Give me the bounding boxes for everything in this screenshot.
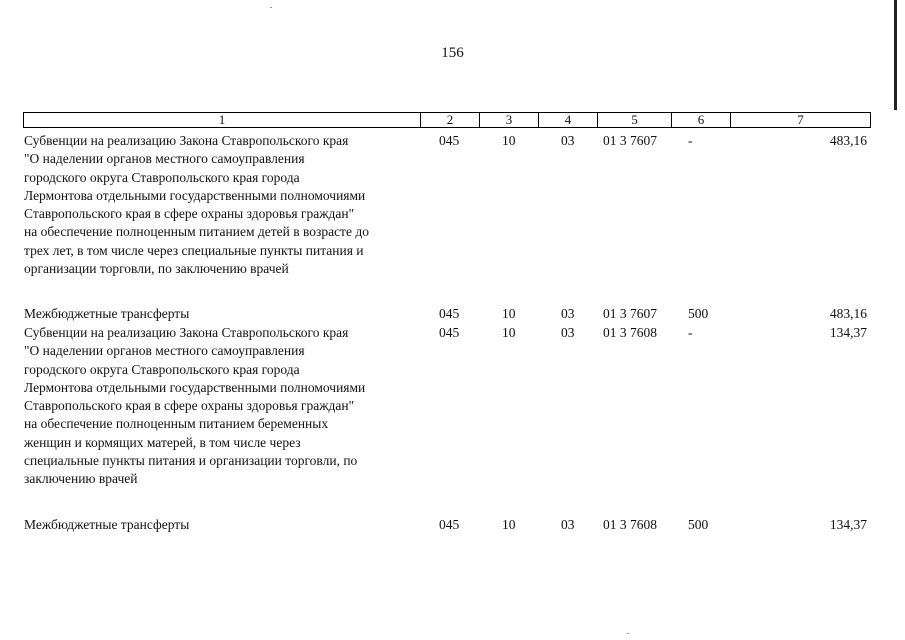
header-col-6: 6: [671, 113, 730, 127]
cell-col-2: 045: [439, 133, 460, 148]
cell-col-3: 10: [502, 517, 516, 532]
header-col-7: 7: [730, 113, 870, 127]
cell-col-6: 500: [688, 306, 709, 321]
cell-col-6: -: [688, 325, 693, 340]
cell-col-4: 03: [561, 325, 575, 340]
header-col-1: 1: [218, 112, 226, 127]
cell-col-7: 483,16: [829, 133, 867, 148]
cell-col-6: -: [688, 133, 693, 148]
cell-col-2: 045: [439, 517, 460, 532]
header-col-2: 2: [420, 113, 479, 127]
cell-col-4: 03: [561, 517, 575, 532]
row-description: Межбюджетные трансферты: [24, 306, 190, 321]
scan-speck: [627, 633, 629, 634]
row-description: Субвенции на реализацию Закона Ставропольского края "О наделении органов местного самоуправления городского округа Ставропольского края города Лермонтова отдельными государственными полномочиями Ставропольского края в сфере охраны здоровья граждан" на обеспечение полноценным питанием детей в возрасте до трех лет, в том числе через специальные пункты питания и организации торговли, по заключению врачей: [24, 133, 369, 277]
row-description: Межбюджетные трансферты: [24, 517, 190, 532]
cell-col-7: 134,37: [829, 517, 867, 532]
scan-speck: [270, 7, 272, 8]
page-number: 156: [441, 45, 464, 61]
cell-col-4: 03: [561, 133, 575, 148]
cell-col-2: 045: [439, 325, 460, 340]
header-col-4: 4: [538, 113, 597, 127]
header-col-5: 5: [597, 113, 671, 127]
cell-col-5: 01 3 7608: [603, 517, 657, 532]
cell-col-5: 01 3 7607: [603, 133, 657, 148]
cell-col-5: 01 3 7607: [603, 306, 657, 321]
cell-col-7: 134,37: [829, 325, 867, 340]
row-description: Субвенции на реализацию Закона Ставропольского края "О наделении органов местного самоуправления городского округа Ставропольского края города Лермонтова отдельными государственными полномочиями Ставропольского края в сфере охраны здоровья граждан" на обеспечение полноценным питанием беременных женщин и кормящих матерей, в том числе через специальные пункты питания и организации торговли, по заключению врачей: [24, 325, 366, 487]
cell-col-4: 03: [561, 306, 575, 321]
cell-col-3: 10: [502, 133, 516, 148]
cell-col-7: 483,16: [829, 306, 867, 321]
cell-col-3: 10: [502, 306, 516, 321]
cell-col-5: 01 3 7608: [603, 325, 657, 340]
cell-col-2: 045: [439, 306, 460, 321]
cell-col-3: 10: [502, 325, 516, 340]
table-header: [23, 112, 871, 128]
cell-col-6: 500: [688, 517, 709, 532]
header-col-3: 3: [479, 113, 538, 127]
